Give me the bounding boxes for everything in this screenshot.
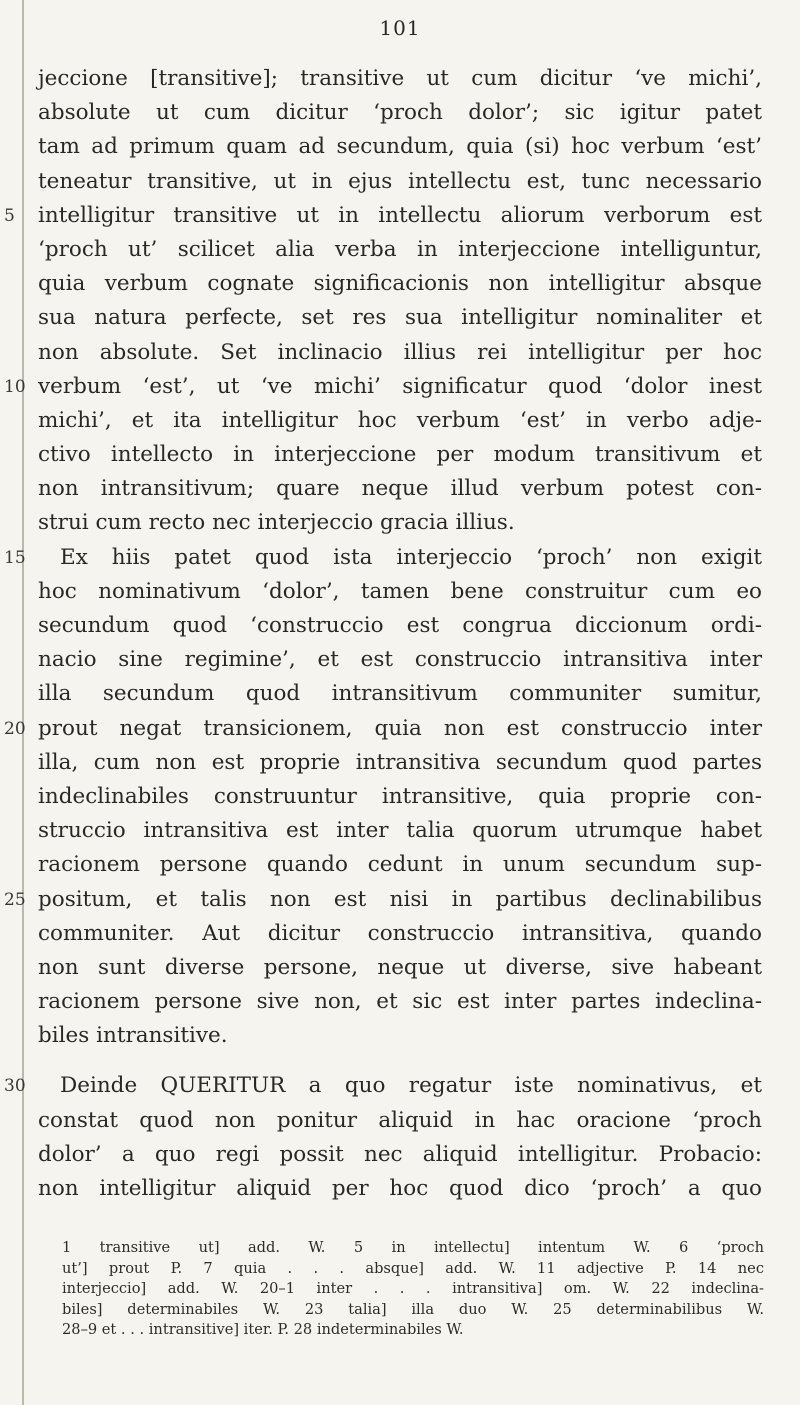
text-line	[38, 643, 762, 677]
line-number: 30	[4, 1076, 26, 1097]
line-text: ctivo intellecto in interjeccione per modum transitivum et	[38, 442, 762, 468]
line-text: verbum ‘est’, ut ‘ve michi’ significatur quod ‘dolor inest	[38, 373, 762, 399]
line-text: hoc nominativum ‘dolor’, tamen bene construitur cum eo	[38, 578, 762, 604]
line-text: non intransitivum; quare neque illud verbum potest con-	[38, 476, 762, 502]
text-line	[4, 199, 762, 233]
text-line	[38, 404, 762, 438]
critical-apparatus	[62, 1238, 764, 1341]
line-text: biles intransitive.	[38, 1023, 228, 1049]
text-line	[38, 951, 762, 985]
line-text: quia verbum cognate significacionis non intelligitur absque	[38, 271, 762, 297]
text-line	[4, 883, 762, 917]
text-line	[38, 985, 762, 1019]
text-line	[38, 438, 762, 472]
line-text: racionem persone sive non, et sic est inter partes indeclina-	[38, 989, 762, 1015]
apparatus-line: interjeccio] add. W. 20–1 inter . . . intransitiva] om. W. 22 indeclina-	[62, 1280, 764, 1297]
text-line	[38, 62, 762, 96]
text-line	[38, 1019, 762, 1053]
text-line	[38, 917, 762, 951]
text-line	[4, 1069, 762, 1103]
text-line	[38, 472, 762, 506]
line-text: non absolute. Set inclinacio illius rei intelligitur per hoc	[38, 339, 762, 365]
line-text: racionem persone quando cedunt in unum secundum sup-	[38, 852, 762, 878]
text-line	[38, 301, 762, 335]
line-text: sua natura perfecte, set res sua intelligitur nominaliter et	[38, 305, 762, 331]
line-text: intelligitur transitive ut in intellectu aliorum verborum est	[38, 202, 762, 228]
text-line	[38, 609, 762, 643]
text-line	[38, 1104, 762, 1138]
line-text: ‘proch ut’ scilicet alia verba in interjeccione intelliguntur,	[38, 236, 762, 262]
line-text: Ex hiis patet quod ista interjeccio ‘proch’ non exigit	[60, 544, 762, 570]
text-line	[38, 746, 762, 780]
main-text	[4, 62, 762, 1206]
text-line	[38, 233, 762, 267]
text-line	[38, 848, 762, 882]
text-line	[4, 712, 762, 746]
line-text: positum, et talis non est nisi in partibus declinabilibus	[38, 886, 762, 912]
line-number: 15	[4, 547, 26, 568]
line-text: Deinde QUERITUR a quo regatur iste nominativus, et	[60, 1073, 762, 1099]
text-line	[38, 575, 762, 609]
line-text: illa, cum non est proprie intransitiva secundum quod partes	[38, 749, 762, 775]
line-text: nacio sine regimine’, et est construccio intransitiva inter	[38, 647, 762, 673]
text-line	[38, 165, 762, 199]
line-text: non sunt diverse persone, neque ut diverse, sive habeant	[38, 954, 762, 980]
line-text: teneatur transitive, ut in ejus intellectu est, tunc necessario	[38, 168, 762, 194]
text-line	[4, 541, 762, 575]
line-text: tam ad primum quam ad secundum, quia (si) hoc verbum ‘est’	[38, 134, 762, 160]
text-line	[38, 96, 762, 130]
text-line	[38, 267, 762, 301]
text-line	[38, 780, 762, 814]
text-line	[38, 677, 762, 711]
text-line	[38, 814, 762, 848]
text-line	[38, 336, 762, 370]
text-line	[38, 130, 762, 164]
line-number: 25	[4, 889, 26, 910]
line-text: secundum quod ‘construccio est congrua diccionum ordi-	[38, 613, 762, 638]
page-number: 101	[379, 16, 421, 40]
line-text: constat quod non ponitur aliquid in hac oracione ‘proch	[38, 1107, 762, 1133]
text-line	[38, 506, 762, 540]
text-line	[38, 1138, 762, 1172]
line-text: prout negat transicionem, quia non est construccio inter	[38, 715, 762, 741]
line-text: michi’, et ita intelligitur hoc verbum ‘est’ in verbo adje-	[38, 407, 762, 433]
line-text: communiter. Aut dicitur construccio intransitiva, quando	[38, 920, 762, 946]
apparatus-line: 1 transitive ut] add. W. 5 in intellectu] intentum W. 6 ‘proch	[62, 1239, 764, 1256]
line-text: illa secundum quod intransitivum communiter sumitur,	[38, 681, 762, 707]
text-line	[4, 370, 762, 404]
line-number: 20	[4, 718, 26, 739]
apparatus-line: ut’] prout P. 7 quia . . . absque] add. W. 11 adjective P. 14 nec	[62, 1259, 764, 1277]
line-text: absolute ut cum dicitur ‘proch dolor’; sic igitur patet	[38, 100, 762, 126]
line-text: strui cum recto nec interjeccio gracia illius.	[38, 510, 515, 536]
line-text: indeclinabiles construuntur intransitive, quia proprie con-	[38, 783, 762, 809]
line-text: struccio intransitiva est inter talia quorum utrumque habet	[38, 818, 762, 844]
text-line	[38, 1172, 762, 1206]
apparatus-line: 28–9 et . . . intransitive] iter. P. 28 indeterminabiles W.	[62, 1321, 464, 1338]
apparatus-line: biles] determinabiles W. 23 talia] illa duo W. 25 determinabilibus W.	[62, 1300, 764, 1318]
line-text: non intelligitur aliquid per hoc quod dico ‘proch’ a quo	[38, 1176, 762, 1201]
line-number: 10	[4, 376, 26, 397]
line-number: 5	[4, 205, 15, 226]
line-text: jeccione [transitive]; transitive ut cum dicitur ‘ve michi’,	[38, 66, 762, 91]
line-text: dolor’ a quo regi possit nec aliquid intelligitur. Probacio:	[38, 1141, 762, 1167]
